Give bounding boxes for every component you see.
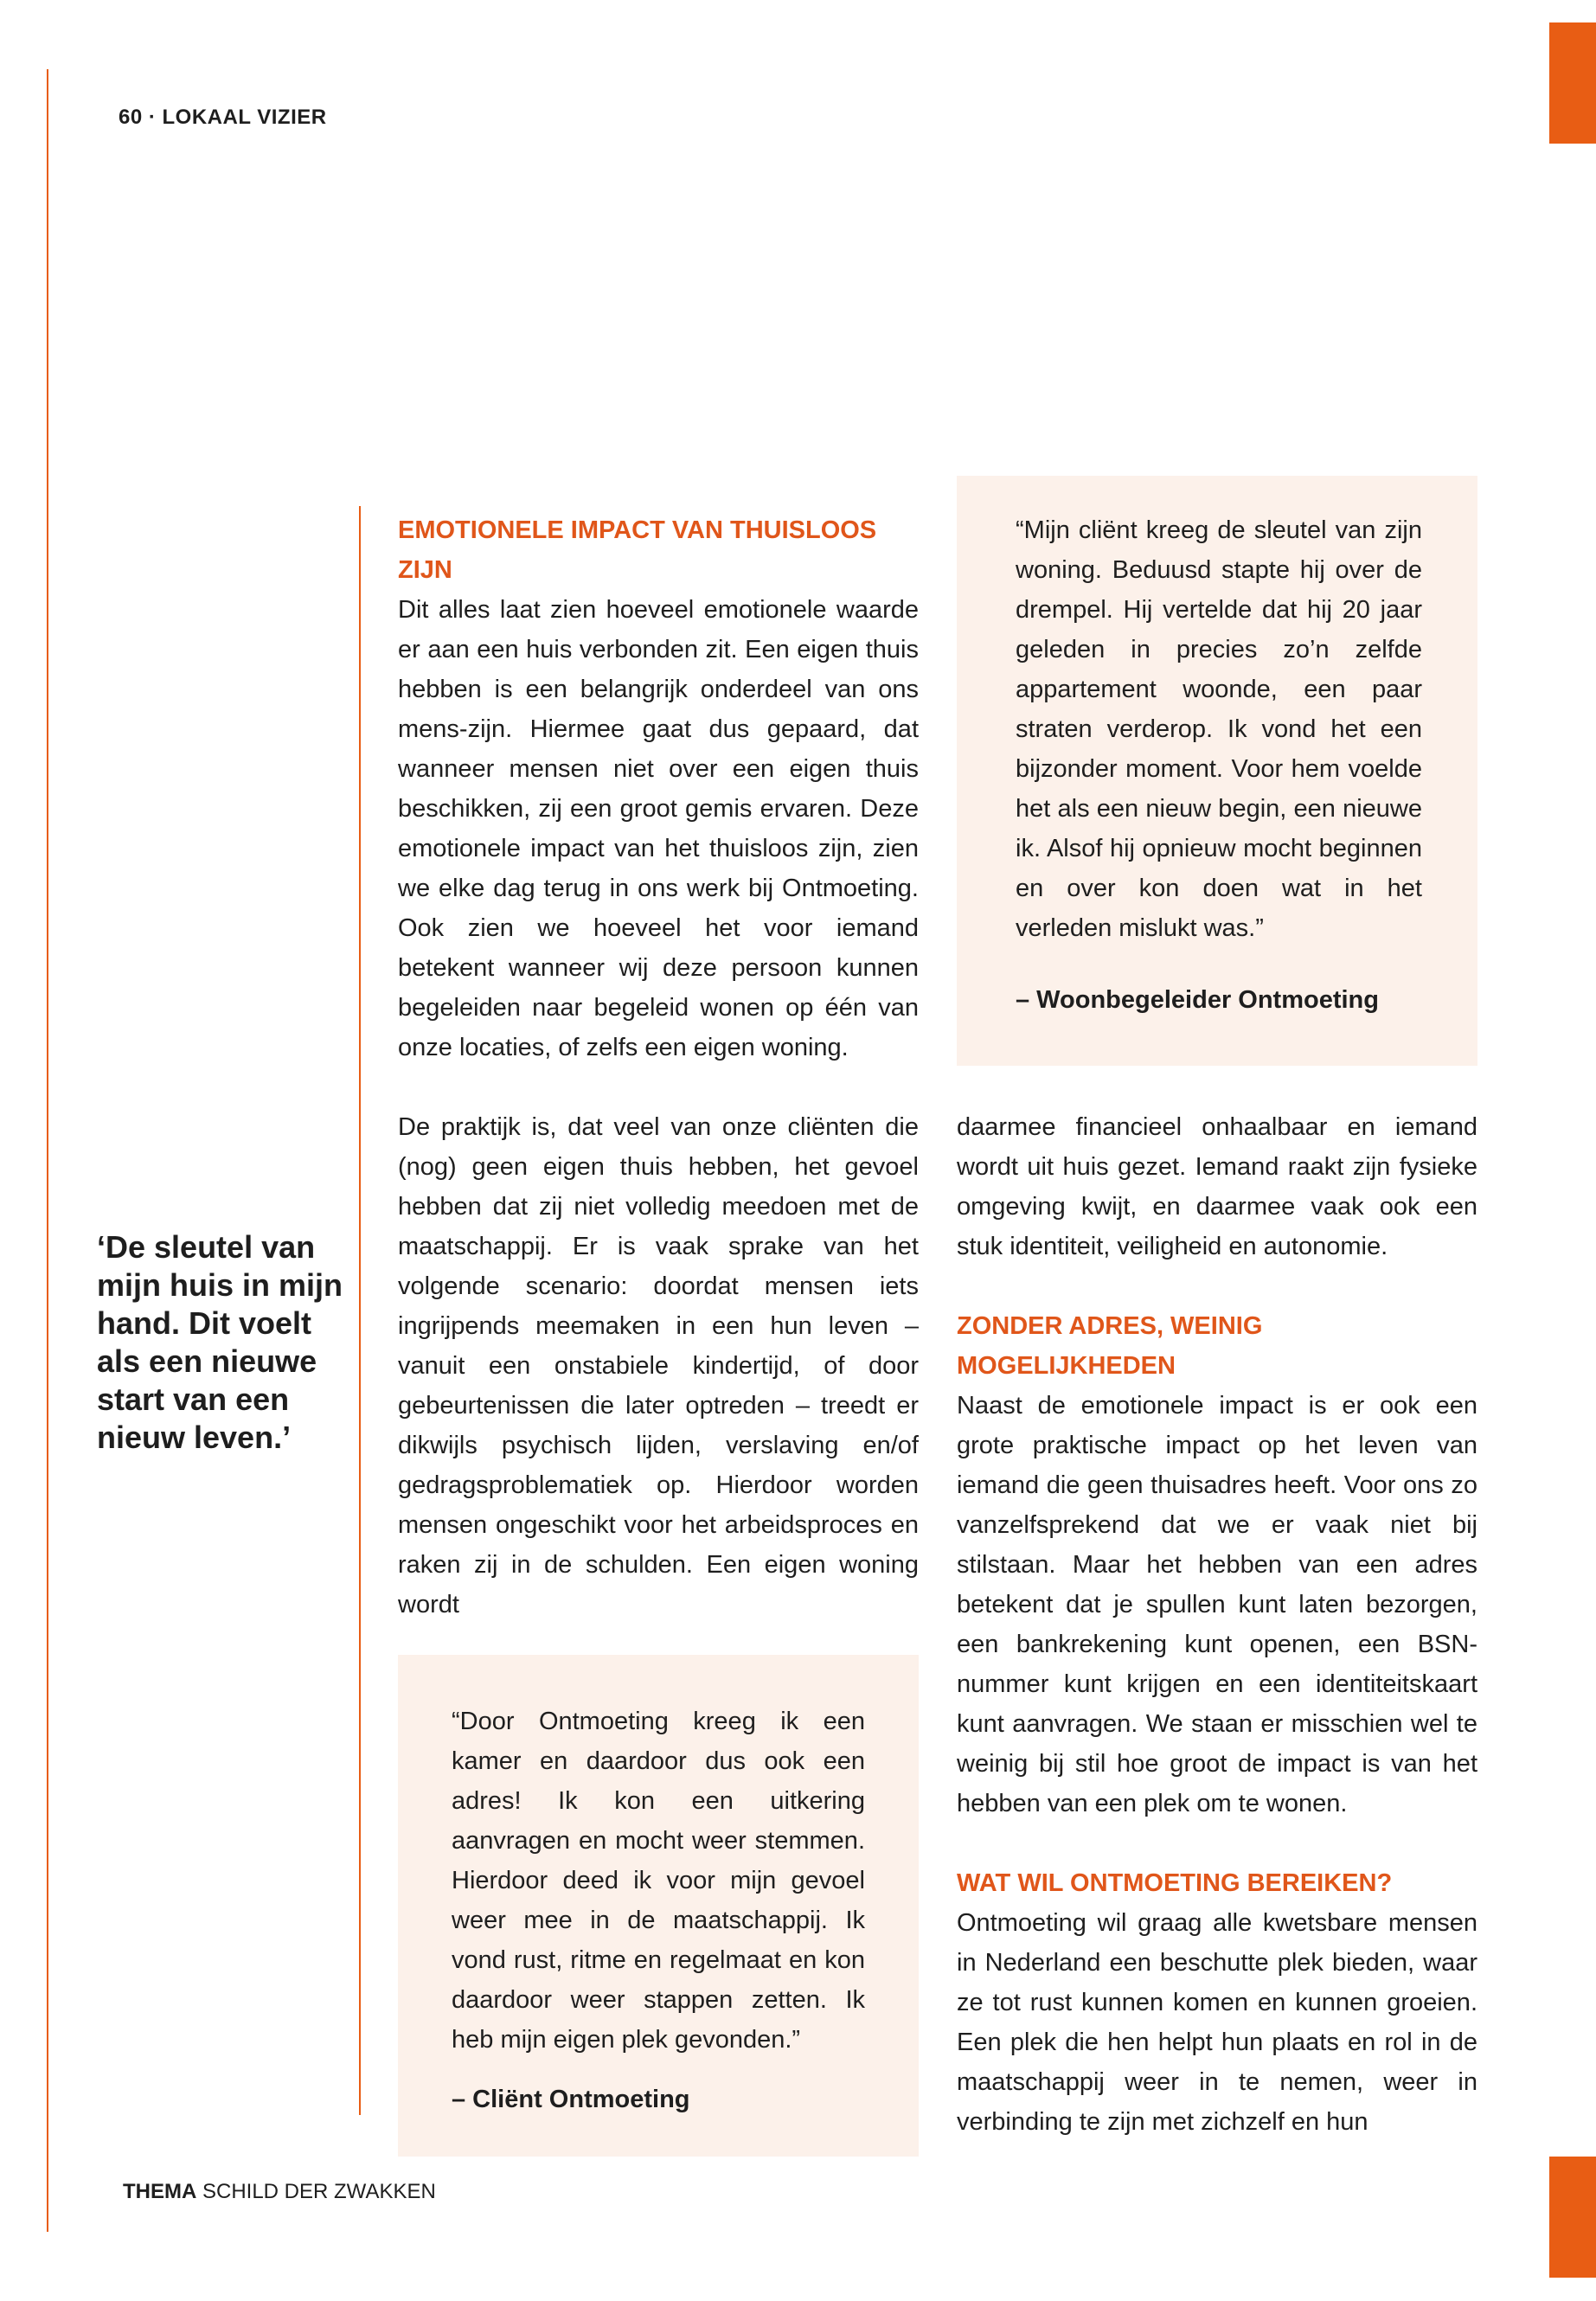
section-heading-no-address: ZONDER ADRES, WEINIG MOGELIJKHEDEN: [957, 1312, 1263, 1380]
quote-text: “Door Ontmoeting kreeg ik een kamer en daardoor dus ook een adres! Ik kon een uitkering aanvragen en mocht weer stemmen. Hierdoor deed ik voor mijn gevoel weer mee in de maatschappij. Ik vond rust, ritme en regelmaat en kon daardoor weer stappen zetten. Ik heb mijn eigen plek gevonden.”: [452, 1708, 865, 2054]
margin-rule-outer: [47, 69, 48, 2232]
footer-theme-label: THEMA: [123, 2180, 197, 2203]
quote-text: “Mijn cliënt kreeg de sleutel van zijn woning. Beduusd stapte hij over de drempel. Hij vertelde dat hij 20 jaar geleden in precies zo’n zelfde appartement woonde, een paar straten verderop. Ik vond het een bijzonder moment. Voor hem voelde het als een nieuw begin, een nieuwe ik. Alsof hij opnieuw mocht beginnen en over kon doen wat in het verleden mislukt was.”: [1016, 516, 1422, 942]
quote-attribution: – Cliënt Ontmoeting: [452, 2086, 690, 2113]
section-heading-goals: WAT WIL ONTMOETING BEREIKEN?: [957, 1869, 1393, 1897]
page-edge-tab-bottom: [1549, 2157, 1596, 2278]
page-edge-tab-top: [1549, 22, 1596, 144]
right-column: [957, 1107, 1477, 2142]
body-paragraph: Dit alles laat zien hoeveel emotionele waarde er aan een huis verbonden zit. Een eigen thuis hebben is een belangrijk onderdeel van ons mens-zijn. Hiermee gaat dus gepaard, dat wanneer mensen niet over een eigen thuis beschikken, zij een groot gemis ervaren. Deze emotionele impact van het thuisloos zijn, zien we elke dag terug in ons werk bij Ontmoeting. Ook zien we hoeveel het voor iemand betekent wanneer wij deze persoon kunnen begeleiden naar begeleid wonen op één van onze locaties, of zelfs een eigen woning.: [398, 596, 919, 1061]
quote-attribution: – Woonbegeleider Ontmoeting: [1016, 986, 1379, 1014]
pull-quote: ‘De sleutel van mijn huis in mijn hand. Dit voelt als een nieuwe start van een nieuw leven.’: [97, 1229, 343, 1455]
body-paragraph: daarmee financieel onhaalbaar en iemand wordt uit huis gezet. Iemand raakt zijn fysieke omgeving kwijt, en daarmee vaak ook een stuk identiteit, veiligheid en autonomie.: [957, 1113, 1477, 1260]
left-column: [398, 510, 919, 1625]
page-header: 60 · LOKAAL VIZIER: [119, 106, 327, 129]
margin-rule-inner: [359, 506, 361, 2115]
section-heading-emotional-impact: EMOTIONELE IMPACT VAN THUISLOOS ZIJN: [398, 516, 877, 584]
quote-box-caregiver: [957, 476, 1477, 1066]
body-paragraph: Naast de emotionele impact is er ook een grote praktische impact op het leven van iemand die geen thuisadres heeft. Voor ons zo vanzelfsprekend dat we er vaak niet bij stilstaan. Maar het hebben van een adres betekent dat je spullen kunt laten bezorgen, een bankrekening kunt openen, een BSN-nummer kunt krijgen en een identiteitskaart kunt aanvragen. We staan er misschien wel te weinig bij stil hoe groot de impact is van het hebben van een plek om te wonen.: [957, 1392, 1477, 1817]
quote-box-client: [398, 1655, 919, 2157]
body-paragraph: De praktijk is, dat veel van onze cliënten die (nog) geen eigen thuis hebben, het gevoel hebben dat zij niet volledig meedoen met de maatschappij. Er is vaak sprake van het volgende scenario: doordat mensen iets ingrijpends meemaken in een hun leven – vanuit een onstabiele kindertijd, of door gebeurtenissen die later optreden – treedt er dikwijls psychisch lijden, verslaving en/of gedragsproblematiek op. Hierdoor worden mensen ongeschikt voor het arbeidsproces en raken zij in de schulden. Een eigen woning wordt: [398, 1113, 919, 1618]
page-footer: [123, 2180, 436, 2204]
footer-theme-title: SCHILD DER ZWAKKEN: [196, 2180, 436, 2203]
body-paragraph: Ontmoeting wil graag alle kwetsbare mensen in Nederland een beschutte plek bieden, waar ze tot rust kunnen komen en kunnen groeien. Een plek die hen helpt hun plaats en rol in de maatschappij weer in te nemen, weer in verbinding te zijn met zichzelf en hun: [957, 1909, 1477, 2136]
